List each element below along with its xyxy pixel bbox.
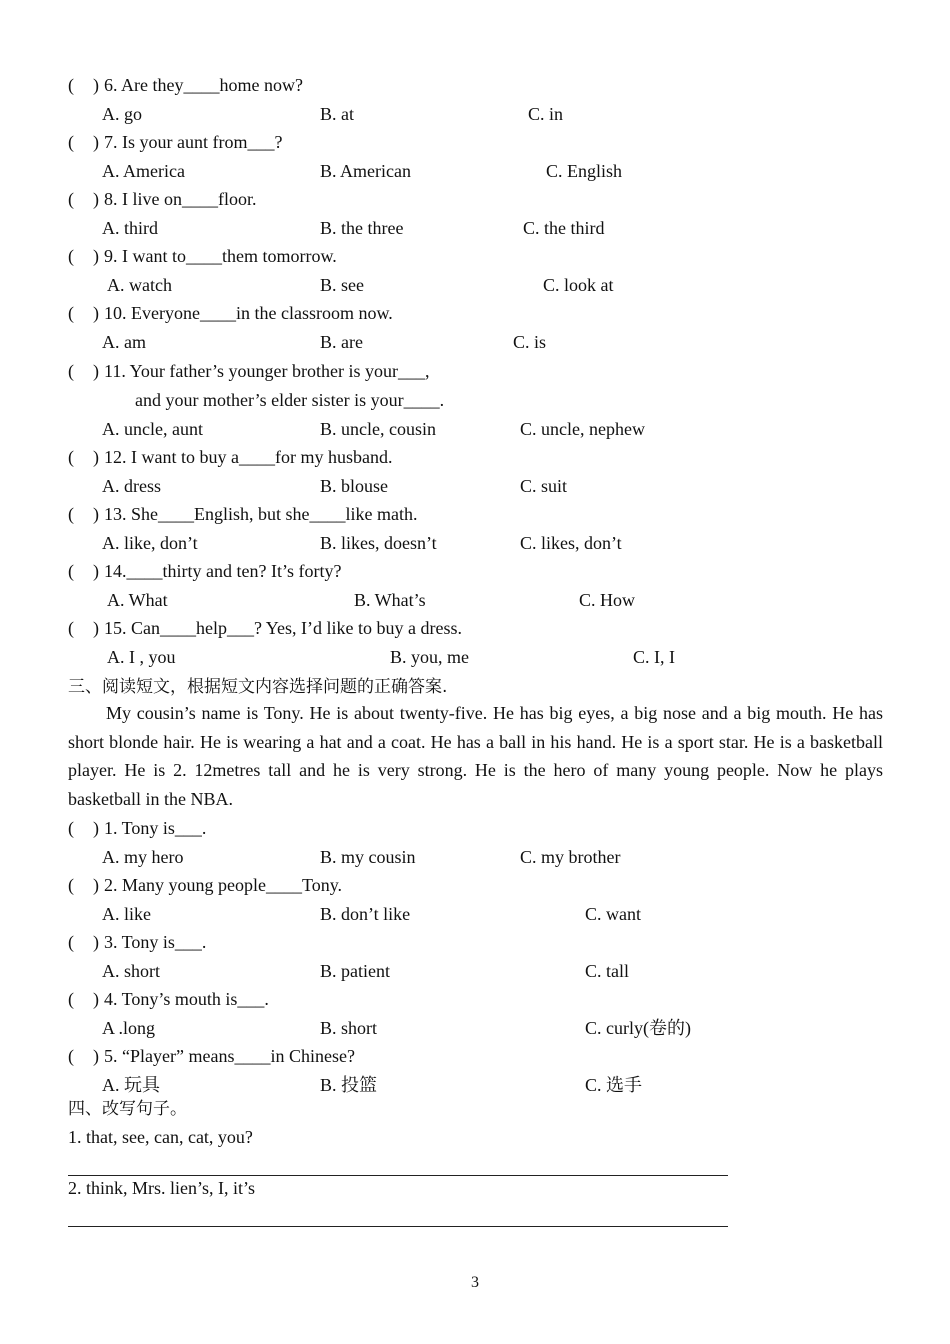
question-stem: 15. Can____help___? Yes, I’d like to buy a dress.	[104, 618, 462, 638]
question-stem: 14.____thirty and ten? It’s forty?	[104, 561, 342, 581]
option-b: B. my cousin	[320, 847, 416, 867]
option-a: A. third	[102, 218, 158, 238]
question-stem-continued: and your mother’s elder sister is your____.	[135, 390, 445, 410]
question-stem: 8. I live on____floor.	[104, 189, 257, 209]
option-b: B. don’t like	[320, 904, 411, 924]
question-stem: 11. Your father’s younger brother is your___,	[104, 361, 430, 381]
option-b: B. short	[320, 1018, 378, 1038]
rewrite-section-heading: 四、改写句子。	[68, 1099, 187, 1119]
option-b: B. the three	[320, 218, 404, 238]
answer-paren-close: )	[93, 504, 99, 524]
answer-blank[interactable]	[80, 446, 92, 468]
answer-paren-close: )	[93, 989, 99, 1009]
option-c: C. uncle, nephew	[520, 419, 645, 439]
answer-blank[interactable]	[80, 302, 92, 324]
option-c: C. English	[546, 161, 623, 181]
answer-paren-open: (	[68, 189, 74, 209]
option-b: B. are	[320, 332, 363, 352]
question-stem: 13. She____English, but she____like math.	[104, 504, 418, 524]
question-stem: 4. Tony’s mouth is___.	[104, 989, 269, 1009]
answer-paren-open: (	[68, 447, 74, 467]
answer-blank[interactable]	[80, 931, 92, 953]
option-c: C. in	[528, 104, 564, 124]
reading-passage: My cousin’s name is Tony. He is about twenty-five. He has big eyes, a big nose and a big mouth. He has short blonde hair. He is wearing a hat and a coat. He has a ball in his hand. He is a sport star. He is a basketball player. He is 2. 12metres tall and he is very strong. He is the hero of many young people. Now he plays basketball in the NBA.	[68, 703, 883, 809]
answer-paren-open: (	[68, 875, 74, 895]
option-a: A. dress	[102, 476, 161, 496]
answer-paren-close: )	[93, 618, 99, 638]
option-c: C. look at	[543, 275, 614, 295]
page-number: 3	[471, 1274, 479, 1291]
answer-paren-open: (	[68, 246, 74, 266]
question-stem: 7. Is your aunt from___?	[104, 132, 283, 152]
question-stem: 5. “Player” means____in Chinese?	[104, 1046, 355, 1066]
option-b: B. patient	[320, 961, 390, 981]
question-stem: 3. Tony is___.	[104, 932, 207, 952]
option-b: B. 投篮	[320, 1075, 378, 1095]
answer-paren-close: )	[93, 75, 99, 95]
option-a: A. uncle, aunt	[102, 419, 203, 439]
question-stem: 1. Tony is___.	[104, 818, 207, 838]
reading-section-heading: 三、阅读短文，根据短文内容选择问题的正确答案.	[68, 677, 448, 697]
answer-line-2[interactable]	[68, 1226, 728, 1227]
answer-paren-open: (	[68, 561, 74, 581]
answer-blank[interactable]	[80, 874, 92, 896]
answer-paren-close: )	[93, 361, 99, 381]
answer-paren-close: )	[93, 132, 99, 152]
answer-paren-open: (	[68, 932, 74, 952]
answer-paren-open: (	[68, 361, 74, 381]
option-a: A. my hero	[102, 847, 184, 867]
answer-paren-open: (	[68, 504, 74, 524]
answer-paren-open: (	[68, 818, 74, 838]
answer-paren-close: )	[93, 447, 99, 467]
option-a: A. short	[102, 961, 160, 981]
answer-blank[interactable]	[80, 988, 92, 1010]
option-a: A. am	[102, 332, 146, 352]
answer-paren-close: )	[93, 189, 99, 209]
option-b: B. American	[320, 161, 411, 181]
answer-blank[interactable]	[80, 360, 92, 382]
option-b: B. What’s	[354, 590, 426, 610]
option-a: A. watch	[107, 275, 172, 295]
option-c: C. 选手	[585, 1075, 643, 1095]
option-b: B. see	[320, 275, 364, 295]
answer-paren-open: (	[68, 132, 74, 152]
answer-paren-close: )	[93, 303, 99, 323]
rewrite-item-1: 1. that, see, can, cat, you?	[68, 1127, 253, 1147]
question-stem: 10. Everyone____in the classroom now.	[104, 303, 393, 323]
option-c: C. my brother	[520, 847, 621, 867]
answer-paren-open: (	[68, 303, 74, 323]
answer-line-1[interactable]	[68, 1175, 728, 1176]
answer-blank[interactable]	[80, 617, 92, 639]
answer-blank[interactable]	[80, 560, 92, 582]
option-a: A. What	[107, 590, 168, 610]
option-a: A. go	[102, 104, 142, 124]
answer-paren-close: )	[93, 875, 99, 895]
answer-paren-open: (	[68, 989, 74, 1009]
option-b: B. uncle, cousin	[320, 419, 436, 439]
option-a: A. America	[102, 161, 185, 181]
answer-blank[interactable]	[80, 817, 92, 839]
option-c: C. want	[585, 904, 641, 924]
option-a: A. like, don’t	[102, 533, 198, 553]
question-stem: 6. Are they____home now?	[104, 75, 303, 95]
option-b: B. you, me	[390, 647, 469, 667]
answer-paren-close: )	[93, 561, 99, 581]
answer-paren-open: (	[68, 1046, 74, 1066]
answer-paren-close: )	[93, 1046, 99, 1066]
answer-paren-open: (	[68, 75, 74, 95]
answer-paren-close: )	[93, 246, 99, 266]
answer-paren-close: )	[93, 818, 99, 838]
answer-paren-open: (	[68, 618, 74, 638]
question-stem: 12. I want to buy a____for my husband.	[104, 447, 393, 467]
answer-blank[interactable]	[80, 503, 92, 525]
question-stem: 9. I want to____them tomorrow.	[104, 246, 337, 266]
option-c: C. tall	[585, 961, 629, 981]
answer-blank[interactable]	[80, 74, 92, 96]
rewrite-item-2: 2. think, Mrs. lien’s, I, it’s	[68, 1178, 256, 1198]
option-c: C. curly(卷的)	[585, 1018, 691, 1038]
option-b: B. blouse	[320, 476, 389, 496]
option-c: C. suit	[520, 476, 568, 496]
option-a: A. 玩具	[102, 1075, 160, 1095]
answer-paren-close: )	[93, 932, 99, 952]
option-b: B. at	[320, 104, 354, 124]
question-stem: 2. Many young people____Tony.	[104, 875, 343, 895]
option-a: A. like	[102, 904, 151, 924]
option-a: A. I , you	[107, 647, 176, 667]
option-c: C. How	[579, 590, 636, 610]
option-c: C. is	[513, 332, 547, 352]
answer-blank[interactable]	[80, 131, 92, 153]
option-c: C. the third	[523, 218, 605, 238]
option-a: A .long	[102, 1018, 156, 1038]
option-c: C. I, I	[633, 647, 675, 667]
answer-blank[interactable]	[80, 245, 92, 267]
option-c: C. likes, don’t	[520, 533, 622, 553]
answer-blank[interactable]	[80, 188, 92, 210]
answer-blank[interactable]	[80, 1045, 92, 1067]
option-b: B. likes, doesn’t	[320, 533, 437, 553]
